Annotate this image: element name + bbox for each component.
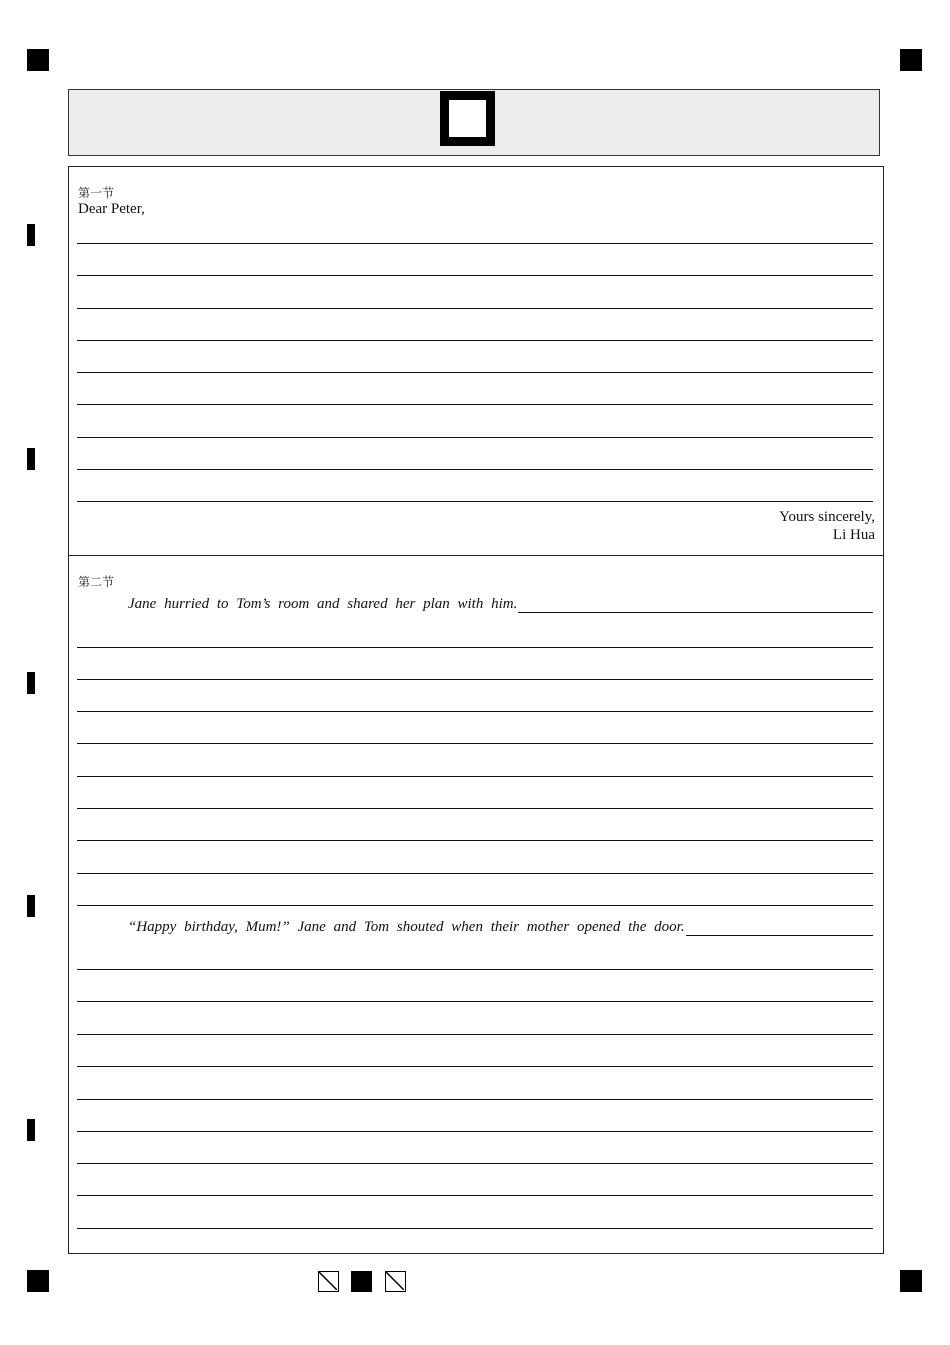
timing-mark-4 bbox=[27, 895, 35, 917]
writing-line[interactable] bbox=[77, 1163, 873, 1164]
timing-mark-2 bbox=[27, 448, 35, 470]
writing-line[interactable] bbox=[77, 372, 873, 373]
timing-mark-1 bbox=[27, 224, 35, 246]
writing-line[interactable] bbox=[77, 808, 873, 809]
writing-line[interactable] bbox=[77, 1066, 873, 1067]
letter-greeting: Dear Peter, bbox=[78, 201, 145, 217]
writing-line[interactable] bbox=[77, 340, 873, 341]
writing-line[interactable] bbox=[77, 275, 873, 276]
writing-line[interactable] bbox=[77, 1131, 873, 1132]
answer-frame bbox=[68, 166, 884, 1254]
story-prompt-2 bbox=[128, 919, 873, 936]
writing-line[interactable] bbox=[77, 873, 873, 874]
letter-closing: Yours sincerely, bbox=[779, 509, 875, 525]
writing-line[interactable] bbox=[77, 404, 873, 405]
writing-line[interactable] bbox=[77, 679, 873, 680]
section1-label: 第一节 bbox=[78, 186, 115, 200]
page-mark-slash-right bbox=[385, 1271, 406, 1292]
writing-line[interactable] bbox=[77, 1099, 873, 1100]
writing-line[interactable] bbox=[77, 1034, 873, 1035]
story-prompt-2-text: “Happy birthday, Mum!” Jane and Tom shouted when their mother opened the door. bbox=[128, 919, 685, 935]
section-divider bbox=[69, 555, 883, 556]
section2-label: 第二节 bbox=[78, 575, 115, 589]
writing-line[interactable] bbox=[518, 611, 873, 613]
registration-mark-top-right bbox=[900, 49, 922, 71]
writing-line[interactable] bbox=[77, 840, 873, 841]
writing-line[interactable] bbox=[77, 743, 873, 744]
registration-mark-bottom-right bbox=[900, 1270, 922, 1292]
writing-line[interactable] bbox=[77, 905, 873, 906]
story-prompt-1 bbox=[128, 596, 873, 613]
writing-line[interactable] bbox=[77, 1001, 873, 1002]
page-mark-solid bbox=[351, 1271, 372, 1292]
writing-line[interactable] bbox=[77, 647, 873, 648]
writing-line[interactable] bbox=[77, 776, 873, 777]
registration-mark-top-left bbox=[27, 49, 49, 71]
registration-mark-bottom-left bbox=[27, 1270, 49, 1292]
timing-mark-5 bbox=[27, 1119, 35, 1141]
writing-line[interactable] bbox=[77, 711, 873, 712]
writing-line[interactable] bbox=[77, 243, 873, 244]
writing-line[interactable] bbox=[77, 1195, 873, 1196]
story-prompt-1-text: Jane hurried to Tom’s room and shared her plan with him. bbox=[128, 596, 518, 612]
writing-line[interactable] bbox=[77, 969, 873, 970]
timing-mark-3 bbox=[27, 672, 35, 694]
letter-signature: Li Hua bbox=[832, 527, 875, 543]
header-band bbox=[68, 89, 880, 156]
writing-line[interactable] bbox=[77, 1228, 873, 1229]
writing-line[interactable] bbox=[77, 308, 873, 309]
writing-line[interactable] bbox=[686, 934, 873, 936]
writing-line[interactable] bbox=[77, 437, 873, 438]
writing-line[interactable] bbox=[77, 469, 873, 470]
header-square-mark bbox=[440, 91, 495, 146]
writing-line[interactable] bbox=[77, 501, 873, 502]
page-mark-slash-left bbox=[318, 1271, 339, 1292]
